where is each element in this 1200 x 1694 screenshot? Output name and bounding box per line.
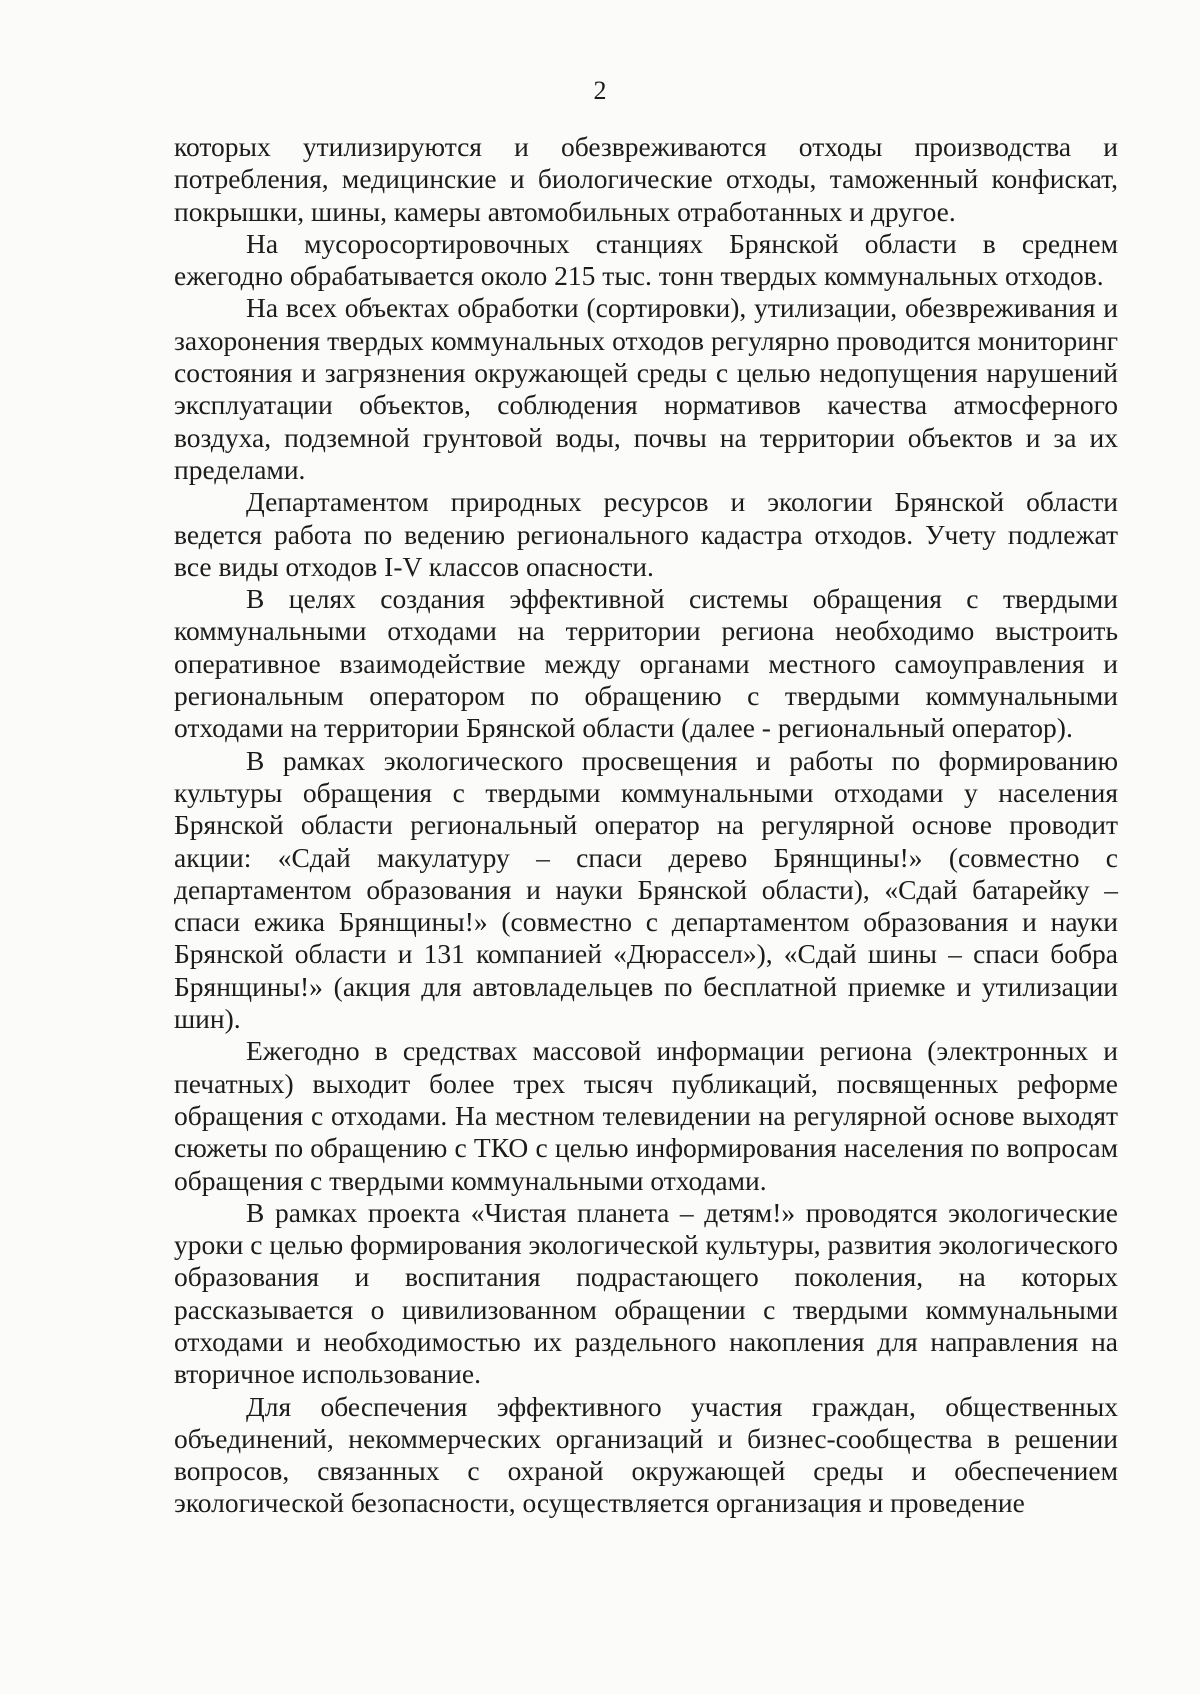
paragraph-continuation: которых утилизируются и обезвреживаются отходы производства и потребления, медицинские и биологические отходы, таможенный конфискат, покрышки, шины, камеры автомобильных отработанных и другое. bbox=[174, 131, 1118, 227]
document-body bbox=[174, 131, 1118, 1520]
page-number: 2 bbox=[593, 76, 607, 105]
paragraph: Ежегодно в средствах массовой информации региона (электронных и печатных) выходит более трех тысяч публикаций, посвященных реформе обращения с отходами. На местном телевидении на регулярной основе выходят сюжеты по обращению с ТКО с целью информирования населения по вопросам обращения с твердыми коммунальными отходами. bbox=[174, 1035, 1118, 1196]
paragraph: Для обеспечения эффективного участия граждан, общественных объединений, некоммерческих организаций и бизнес-сообщества в решении вопросов, связанных с охраной окружающей среды и обеспечением экологической безопасности, осуществляется организация и проведение bbox=[174, 1390, 1118, 1519]
paragraph: Департаментом природных ресурсов и экологии Брянской области ведется работа по ведению регионального кадастра отходов. Учету подлежат все виды отходов I-V классов опасности. bbox=[174, 486, 1118, 582]
paragraph: В рамках проекта «Чистая планета – детям!» проводятся экологические уроки с целью формирования экологической культуры, развития экологического образования и воспитания подрастающего поколения, на которых рассказывается о цивилизованном обращении с твердыми коммунальными отходами и необходимостью их раздельного накопления для направления на вторичное использование. bbox=[174, 1196, 1118, 1390]
paragraph: В рамках экологического просвещения и работы по формированию культуры обращения с твердыми коммунальными отходами у населения Брянской области региональный оператор на регулярной основе проводит акции: «Сдай макулатуру – спаси дерево Брянщины!» (совместно с департаментом образования и науки Брянской области), «Сдай батарейку – спаси ежика Брянщины!» (совместно с департаментом образования и науки Брянской области и 131 компанией «Дюрассел»), «Сдай шины – спаси бобра Брянщины!» (акция для автовладельцев по бесплатной приемке и утилизации шин). bbox=[174, 744, 1118, 1035]
paragraph: На всех объектах обработки (сортировки), утилизации, обезвреживания и захоронения твердых коммунальных отходов регулярно проводится мониторинг состояния и загрязнения окружающей среды с целью недопущения нарушений эксплуатации объектов, соблюдения нормативов качества атмосферного воздуха, подземной грунтовой воды, почвы на территории объектов и за их пределами. bbox=[174, 292, 1118, 485]
paragraph: В целях создания эффективной системы обращения с твердыми коммунальными отходами на территории региона необходимо выстроить оперативное взаимодействие между органами местного самоуправления и региональным оператором по обращению с твердыми коммунальными отходами на территории Брянской области (далее - региональный оператор). bbox=[174, 583, 1118, 744]
paragraph: На мусоросортировочных станциях Брянской области в среднем ежегодно обрабатывается около 215 тыс. тонн твердых коммунальных отходов. bbox=[174, 227, 1118, 292]
